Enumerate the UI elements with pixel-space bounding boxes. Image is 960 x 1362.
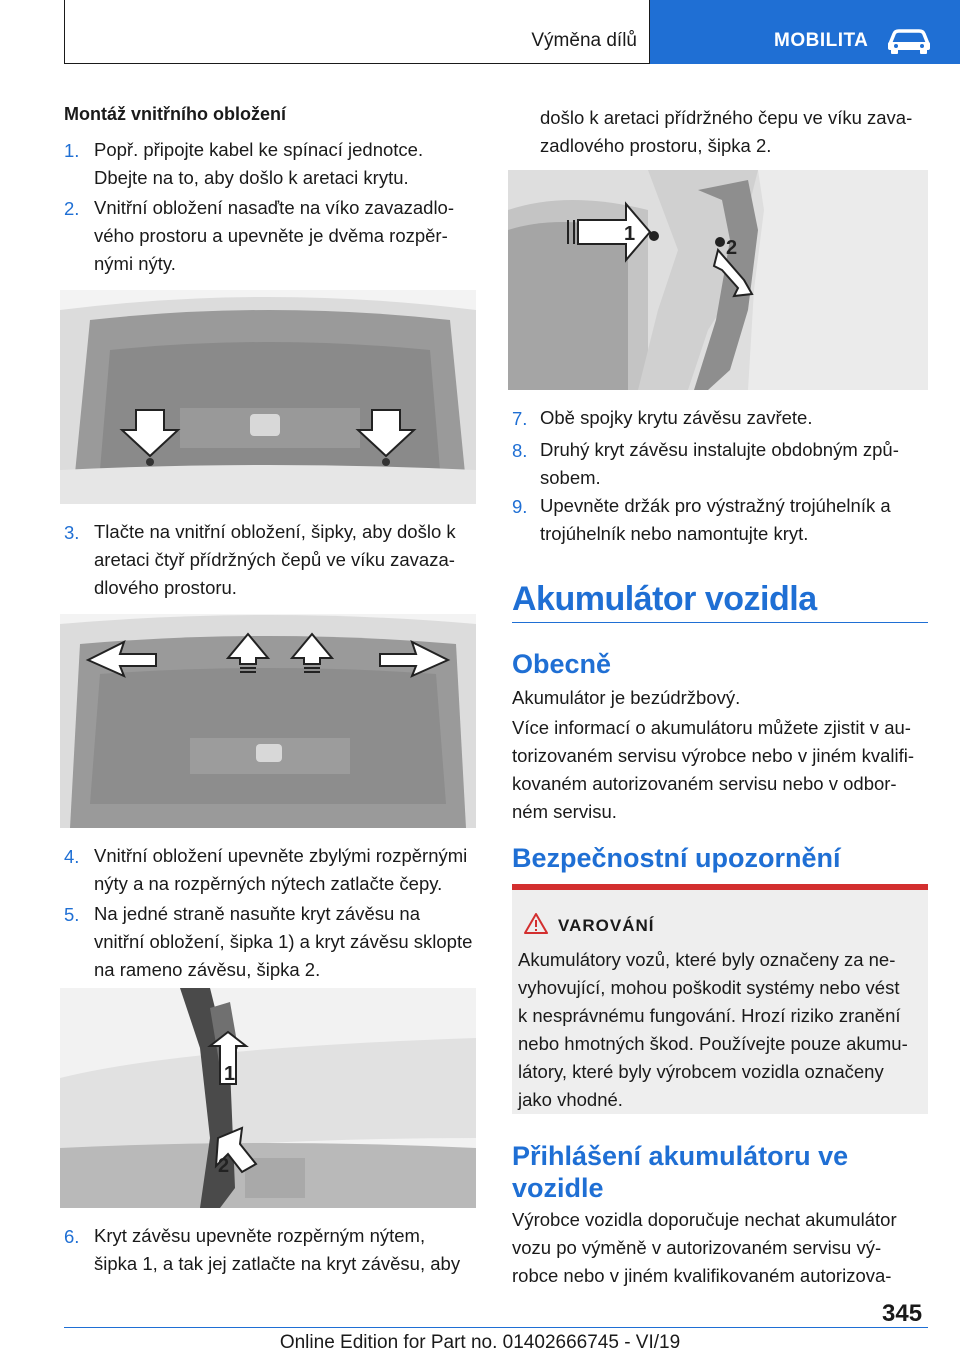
figure-trunk-lid-press	[60, 614, 476, 828]
section-title: Výměna dílů	[531, 30, 637, 51]
page-number: 345	[882, 1300, 923, 1327]
step-text: Kryt závěsu upevněte rozpěrným nýtem, šipka 1, a tak jej zatlačte na kryt závěsu, aby	[94, 1225, 461, 1274]
chapter-tab[interactable]	[650, 0, 960, 64]
warning-triangle-icon	[524, 912, 548, 934]
step-number: 6.	[64, 1226, 80, 1247]
step-text: Upevněte držák pro výstražný trojúhelník a trojúhelník nebo namontujte kryt.	[540, 495, 891, 544]
figure-hinge-cover	[60, 988, 476, 1208]
general-text: Akumulátor je bezúdržbový.	[512, 687, 741, 708]
step-text: Obě spojky krytu závěsu zavřete.	[540, 407, 813, 428]
car-icon	[886, 28, 932, 54]
figure-label-2: 2	[726, 237, 738, 259]
step-number: 3.	[64, 522, 80, 543]
section-heading-register: Přihlášení akumulátoru ve vozidle	[512, 1141, 849, 1203]
warning-box	[512, 884, 928, 1114]
step-number: 8.	[512, 440, 528, 461]
chapter-tab-label: MOBILITA	[774, 30, 869, 51]
subheading-mounting: Montáž vnitřního obložení	[64, 104, 286, 124]
figure-label-2: 2	[218, 1155, 230, 1177]
step-number: 5.	[64, 904, 80, 925]
step-text: Vnitřní obložení nasaďte na víko zavazadlo- vého prostoru a upevněte je dvěma rozpěr- nými nýty.	[94, 197, 455, 274]
heading-rule	[512, 622, 928, 623]
figure-hinge-latch	[508, 170, 928, 390]
step-continuation: došlo k aretaci přídržného čepu ve víku zava- zadlového prostoru, šipka 2.	[540, 107, 913, 156]
step-text: Popř. připojte kabel ke spínací jednotce. Dbejte na to, aby došlo k aretaci krytu.	[94, 139, 424, 188]
footer-rule	[64, 1327, 928, 1328]
step-number: 9.	[512, 496, 528, 517]
step-text: Druhý kryt závěsu instalujte obdobným způ- sobem.	[540, 439, 899, 488]
warning-text: Akumulátory vozů, které byly označeny za ne- vyhovující, mohou poškodit systémy nebo vést k nesprávnému fungování. Hrozí riziko zranění nebo hmotných škod. Používejte pouze akumu- látory, které byly výrobcem vozidla označeny jako vhodné.	[518, 949, 908, 1110]
step-text: Na jedné straně nasuňte kryt závěsu na vnitřní obložení, šipka 1) a kryt závěsu sklopte na rameno závěsu, šipka 2.	[94, 903, 473, 980]
header-frame	[64, 0, 650, 64]
step-number: 4.	[64, 846, 80, 867]
figure-trunk-lid-rivets	[60, 290, 476, 504]
register-text: Výrobce vozidla doporučuje nechat akumulátor vozu po výměně v autorizovaném servisu vý- robce nebo v jiném kvalifikovaném autorizova-	[512, 1209, 897, 1286]
section-heading-safety: Bezpečnostní upozornění	[512, 843, 841, 873]
step-text: Tlačte na vnitřní obložení, šipky, aby došlo k aretaci čtyř přídržných čepů ve víku zavaza- dlového prostoru.	[94, 521, 456, 598]
step-number: 1.	[64, 140, 80, 161]
section-heading-general: Obecně	[512, 649, 612, 679]
edition-footer: Online Edition for Part no. 01402666745 - VI/19	[279, 1332, 681, 1353]
step-number: 7.	[512, 408, 528, 429]
warning-title: VAROVÁNÍ	[558, 916, 655, 935]
step-number: 2.	[64, 198, 80, 219]
step-text: Vnitřní obložení upevněte zbylými rozpěrnými nýty a na rozpěrných nýtech zatlačte čepy.	[94, 845, 468, 894]
figure-label-1: 1	[224, 1063, 236, 1085]
chapter-heading: Akumulátor vozidla	[512, 580, 817, 618]
figure-label-1: 1	[624, 223, 636, 245]
general-info-text: Více informací o akumulátoru můžete zjistit v au- torizovaném servisu výrobce nebo v jiném kvalifi- kovaném autorizovaném servisu nebo v odbor- ném servisu.	[512, 717, 915, 822]
